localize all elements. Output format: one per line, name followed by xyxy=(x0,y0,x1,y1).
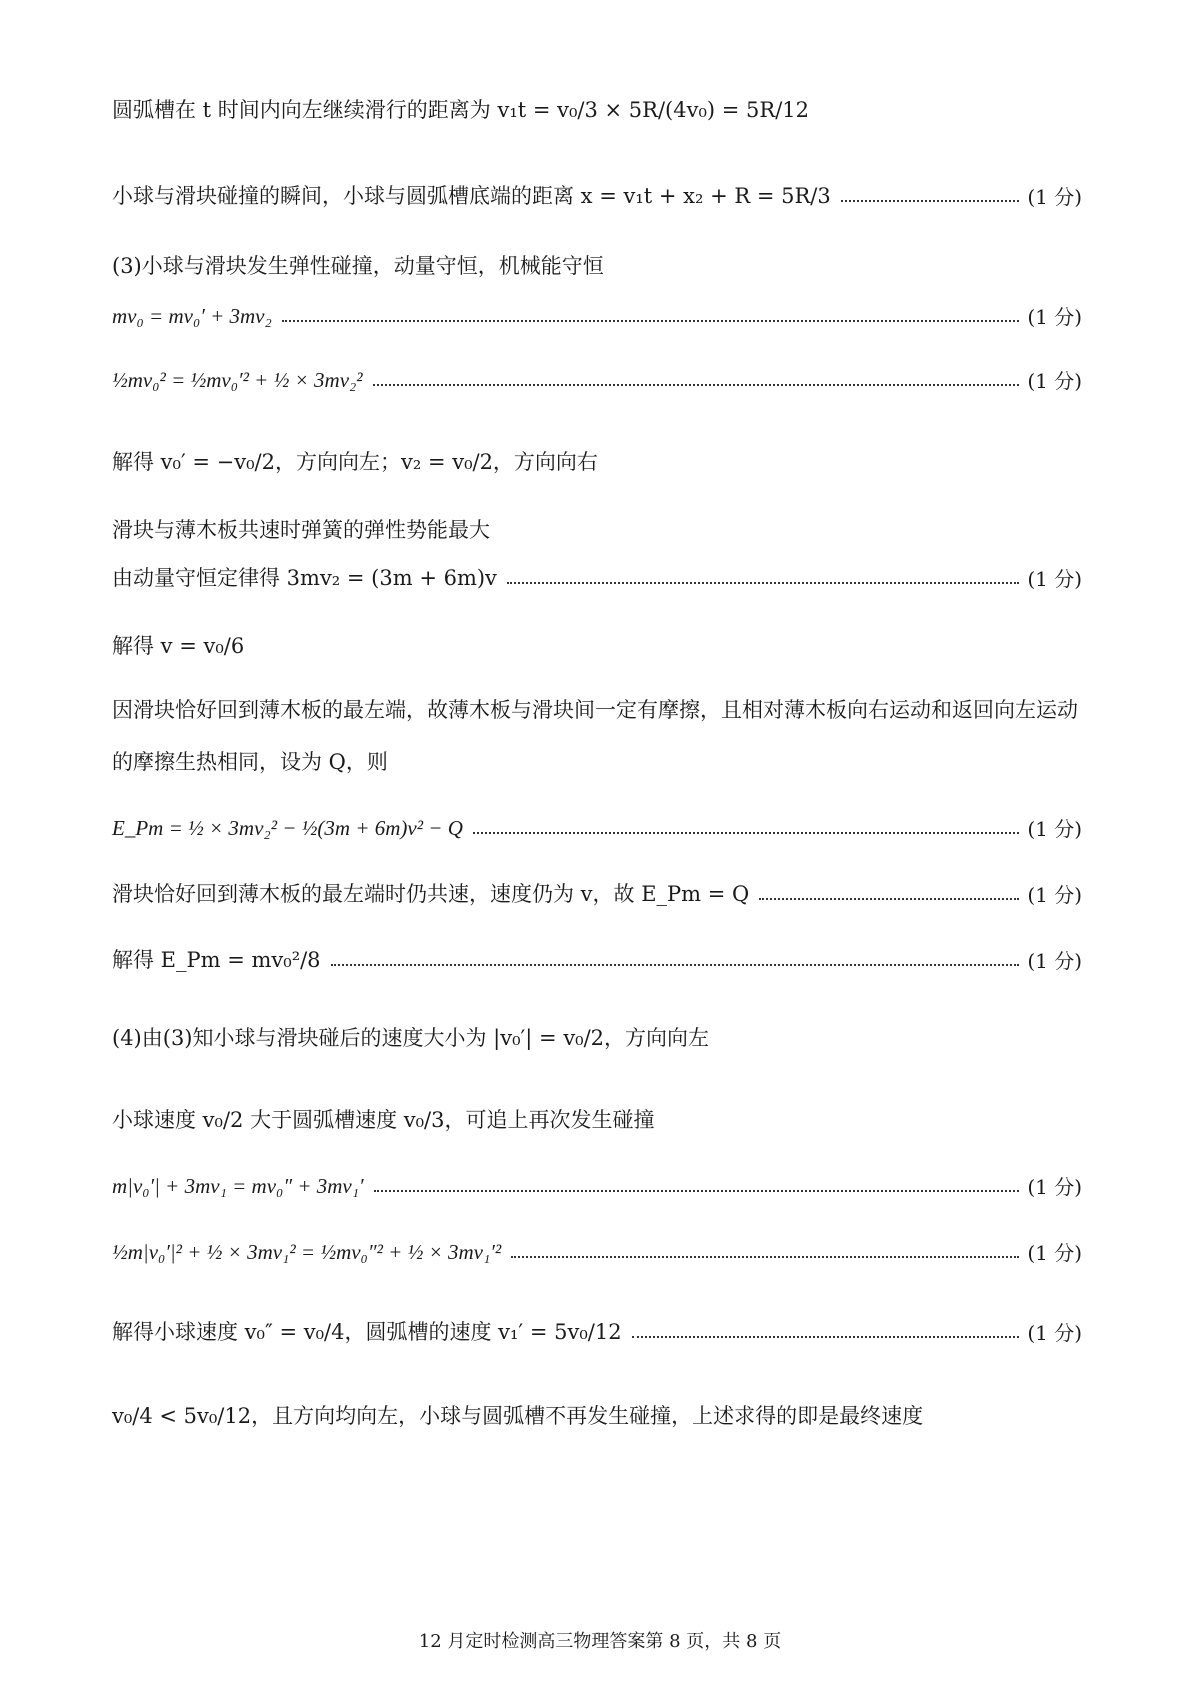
score-label: (1 分) xyxy=(1027,1174,1082,1199)
text-line-15 xyxy=(112,1406,1082,1427)
line-text: 的摩擦生热相同，设为 Q，则 xyxy=(112,750,388,774)
equation-line-3 xyxy=(112,818,1082,839)
text-line-10 xyxy=(112,884,1082,905)
line-text: 解得 v₀′ = −v₀/2，方向向左；v₂ = v₀/2，方向向右 xyxy=(112,450,598,474)
score-label: (1 分) xyxy=(1027,368,1082,393)
equation: mv₀ = mv₀′ + 3mv₂ xyxy=(112,304,272,328)
line-text: (4)由(3)知小球与滑块碰后的速度大小为 |v₀′| = v₀/2，方向向左 xyxy=(112,1026,710,1050)
line-text: 圆弧槽在 t 时间内向左继续滑行的距离为 v₁t = v₀/3 × 5R/(4v₀) = 5R/12 xyxy=(112,98,809,122)
line-text: 由动量守恒定律得 3mv₂ = (3m + 6m)v xyxy=(112,566,497,590)
line-text: 滑块恰好回到薄木板的最左端时仍共速，速度仍为 v，故 E_Pm = Q xyxy=(112,882,750,906)
dot-leader xyxy=(331,964,1020,966)
line-text: 解得 v = v₀/6 xyxy=(112,634,245,658)
equation-line-2 xyxy=(112,370,1082,391)
line-text: 解得小球速度 v₀″ = v₀/4，圆弧槽的速度 v₁′ = 5v₀/12 xyxy=(112,1320,622,1344)
line-text: v₀/4 < 5v₀/12，且方向均向左，小球与圆弧槽不再发生碰撞，上述求得的即是最终速度 xyxy=(112,1404,924,1428)
line-text: 小球速度 v₀/2 大于圆弧槽速度 v₀/3，可追上再次发生碰撞 xyxy=(112,1108,655,1132)
equation: m|v₀′| + 3mv₁ = mv₀″ + 3mv₁′ xyxy=(112,1174,364,1198)
line-text: 滑块与薄木板共速时弹簧的弹性势能最大 xyxy=(112,518,490,542)
equation-line-5 xyxy=(112,1242,1082,1263)
equation: ½m|v₀′|² + ½ × 3mv₁² = ½mv₀″² + ½ × 3mv₁′² xyxy=(112,1240,502,1264)
text-line-14 xyxy=(112,1322,1082,1343)
text-line-13 xyxy=(112,1110,1082,1131)
equation-line-4 xyxy=(112,1176,1082,1197)
text-line-9 xyxy=(112,752,1082,773)
score-label: (1 分) xyxy=(1027,816,1082,841)
line-text: 因滑块恰好回到薄木板的最左端，故薄木板与滑块间一定有摩擦，且相对薄木板向右运动和返回向左运动 xyxy=(112,698,1078,722)
dot-leader xyxy=(841,200,1020,202)
score-label: (1 分) xyxy=(1027,304,1082,329)
equation: E_Pm = ½ × 3mv₂² − ½(3m + 6m)v² − Q xyxy=(112,816,463,840)
text-line-8 xyxy=(112,700,1082,721)
text-line-7 xyxy=(112,636,1082,657)
line-text: 解得 E_Pm = mv₀²/8 xyxy=(112,948,321,972)
dot-leader xyxy=(507,582,1019,584)
dot-leader xyxy=(282,320,1020,322)
page-footer: 12 月定时检测高三物理答案第 8 页，共 8 页 xyxy=(418,1631,782,1652)
text-line-2 xyxy=(112,186,1082,207)
dot-leader xyxy=(632,1336,1020,1338)
text-line-6 xyxy=(112,568,1082,589)
dot-leader xyxy=(511,1256,1019,1258)
text-line-1 xyxy=(112,100,1082,121)
dot-leader xyxy=(759,898,1019,900)
text-line-11 xyxy=(112,950,1082,971)
equation-line-1 xyxy=(112,306,1082,327)
text-line-5 xyxy=(112,520,1082,541)
score-label: (1 分) xyxy=(1027,948,1082,973)
dot-leader xyxy=(373,384,1020,386)
text-line-12 xyxy=(112,1028,1082,1049)
score-label: (1 分) xyxy=(1027,1320,1082,1345)
text-line-4 xyxy=(112,452,1082,473)
score-label: (1 分) xyxy=(1027,1240,1082,1265)
equation: ½mv₀² = ½mv₀′² + ½ × 3mv₂² xyxy=(112,368,363,392)
dot-leader xyxy=(473,832,1019,834)
score-label: (1 分) xyxy=(1027,882,1082,907)
line-text: (3)小球与滑块发生弹性碰撞，动量守恒，机械能守恒 xyxy=(112,254,604,278)
score-label: (1 分) xyxy=(1027,184,1082,209)
score-label: (1 分) xyxy=(1027,566,1082,591)
text-line-3 xyxy=(112,256,1082,277)
dot-leader xyxy=(374,1190,1020,1192)
line-text: 小球与滑块碰撞的瞬间，小球与圆弧槽底端的距离 x = v₁t + x₂ + R = 5R/3 xyxy=(112,184,831,208)
